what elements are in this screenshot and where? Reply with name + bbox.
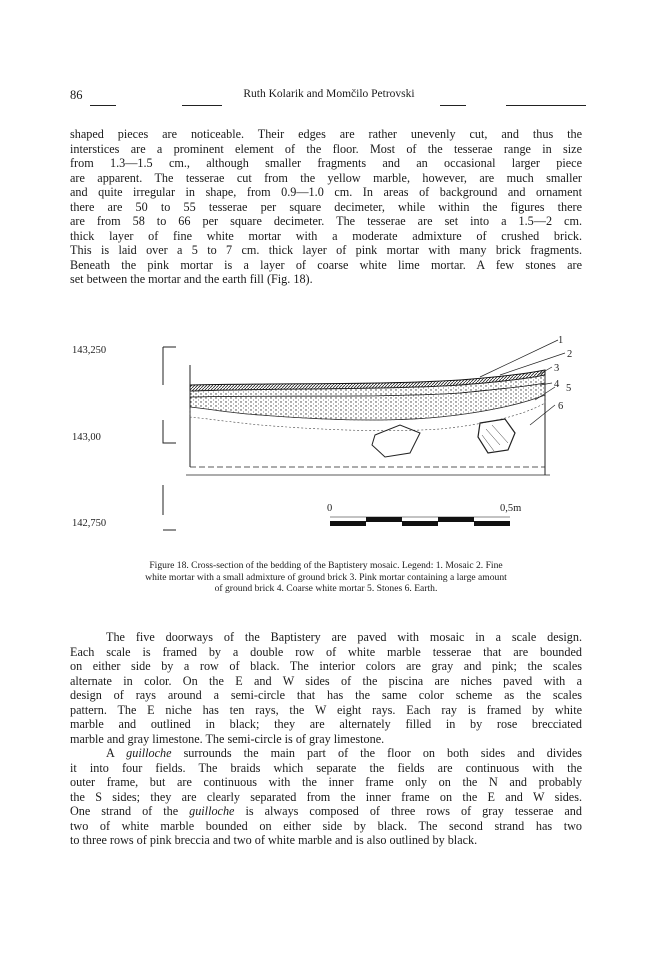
text-line (70, 746, 582, 761)
running-header (70, 88, 588, 108)
stone-hatch (482, 425, 508, 451)
text-line: are apparent. The tesserae cut from the yellow marble, however, are much smaller (70, 170, 582, 185)
text-fragment: A (106, 746, 127, 760)
text-line: and quite irregular in shape, from 0.9—1.0 cm. In areas of background and ornament (70, 185, 582, 199)
scale-label-start: 0 (327, 503, 333, 514)
running-header-authors: Ruth Kolarik and Momčilo Petrovski (243, 88, 415, 100)
text-line: are from 58 to 66 per square decimeter. The tesserae are set into a 1.5—2 cm. (70, 214, 582, 228)
text-line: there are 50 to 55 tesserae per square decimeter, while within the figures there (70, 199, 582, 214)
text-line: alternate in color. On the E and W sides of the piscina are niches paved with a (70, 673, 582, 688)
text-line: set between the mortar and the earth fill (Fig. 18). (70, 272, 313, 286)
header-rule-right2 (506, 105, 586, 106)
text-line: the S sides; they are clearly separated from the inner frame on the E and W sides. (70, 789, 582, 804)
text-line: Beneath the pink mortar is a layer of coarse white lime mortar. A few stones are (70, 257, 582, 272)
paragraph-doorways (70, 630, 582, 746)
elevation-label: 143,00 (72, 432, 101, 443)
stone (478, 419, 515, 453)
text-line: it into four fields. The braids which separate the fields are continuous with the (70, 760, 582, 775)
text-line: on either side by a row of black. The interior colors are gray and pink; the scales (70, 659, 582, 673)
header-rule-right1 (440, 105, 466, 106)
text-line: shaped pieces are noticeable. Their edges are rather unevenly cut, and thus the (70, 127, 582, 141)
text-line: design of rays around a semi-circle that has the same color scheme as the scales (70, 688, 582, 702)
text-line: thick layer of fine white mortar with a moderate admixture of crushed brick. (70, 228, 582, 243)
cross-section-drawing (60, 325, 590, 545)
italic-term: guilloche (126, 746, 172, 760)
figure-caption (70, 560, 582, 595)
elevation-label: 143,250 (72, 345, 107, 356)
legend-number: 4 (554, 379, 560, 390)
text-line: two of white marble bounded on either side by black. The second strand has two (70, 818, 582, 833)
legend-number: 3 (554, 363, 560, 374)
text-line: marble and outlined in black; they are alternately filled in by rose brecciated (70, 717, 582, 731)
scale-label-end: 0,5m (500, 503, 522, 514)
page-number: 86 (70, 88, 83, 102)
text-fragment: surrounds the main part of the floor on both sides and divides (171, 746, 582, 760)
legend-number: 1 (558, 335, 564, 346)
paragraph-bedding (70, 127, 582, 287)
legend-number: 6 (558, 401, 564, 412)
header-rule-left (90, 105, 116, 106)
text-line: Each scale is framed by a double row of white marble tesserae that are bounded (70, 644, 582, 659)
text-line: interstices are a prominent element of the floor. Most of the tesserae range in size (70, 141, 582, 156)
caption-line: of ground brick 4. Coarse white mortar 5. Stones 6. Earth. (214, 583, 438, 594)
text-line: pattern. The E niche has ten rays, the W eight rays. Each ray is framed by white (70, 702, 582, 717)
italic-term: guilloche (189, 804, 235, 818)
paragraph-guilloche (70, 746, 582, 848)
scale-bar (330, 517, 510, 526)
text-line: This is laid over a 5 to 7 cm. thick layer of pink mortar with many brick fragments. (70, 243, 582, 257)
legend-number: 2 (567, 349, 573, 360)
text-line: to three rows of pink breccia and two of white marble and is also outlined by black. (70, 833, 478, 847)
header-rule-mid (182, 105, 222, 106)
text-fragment: is always composed of three rows of gray tesserae and (234, 804, 582, 818)
text-line: outer frame, but are continuous with the inner frame only on the N and probably (70, 775, 582, 789)
text-fragment: One strand of the (70, 804, 190, 818)
caption-line: Figure 18. Cross-section of the bedding of the Baptistery mosaic. Legend: 1. Mosaic 2. Fine (149, 560, 503, 571)
text-line: from 1.3—1.5 cm., although smaller fragments and an occasional larger piece (70, 156, 582, 170)
stone (372, 425, 420, 457)
elevation-label: 142,750 (72, 518, 107, 529)
figure-cross-section (60, 325, 590, 545)
text-line: marble and gray limestone. The semi-circle is of gray limestone. (70, 731, 385, 746)
text-line (70, 804, 582, 819)
elevation-staff (163, 347, 176, 530)
caption-line: white mortar with a small admixture of ground brick 3. Pink mortar containing a large amount (145, 571, 507, 583)
legend-number: 5 (566, 383, 572, 394)
text-line: The five doorways of the Baptistery are paved with mosaic in a scale design. (106, 630, 582, 644)
